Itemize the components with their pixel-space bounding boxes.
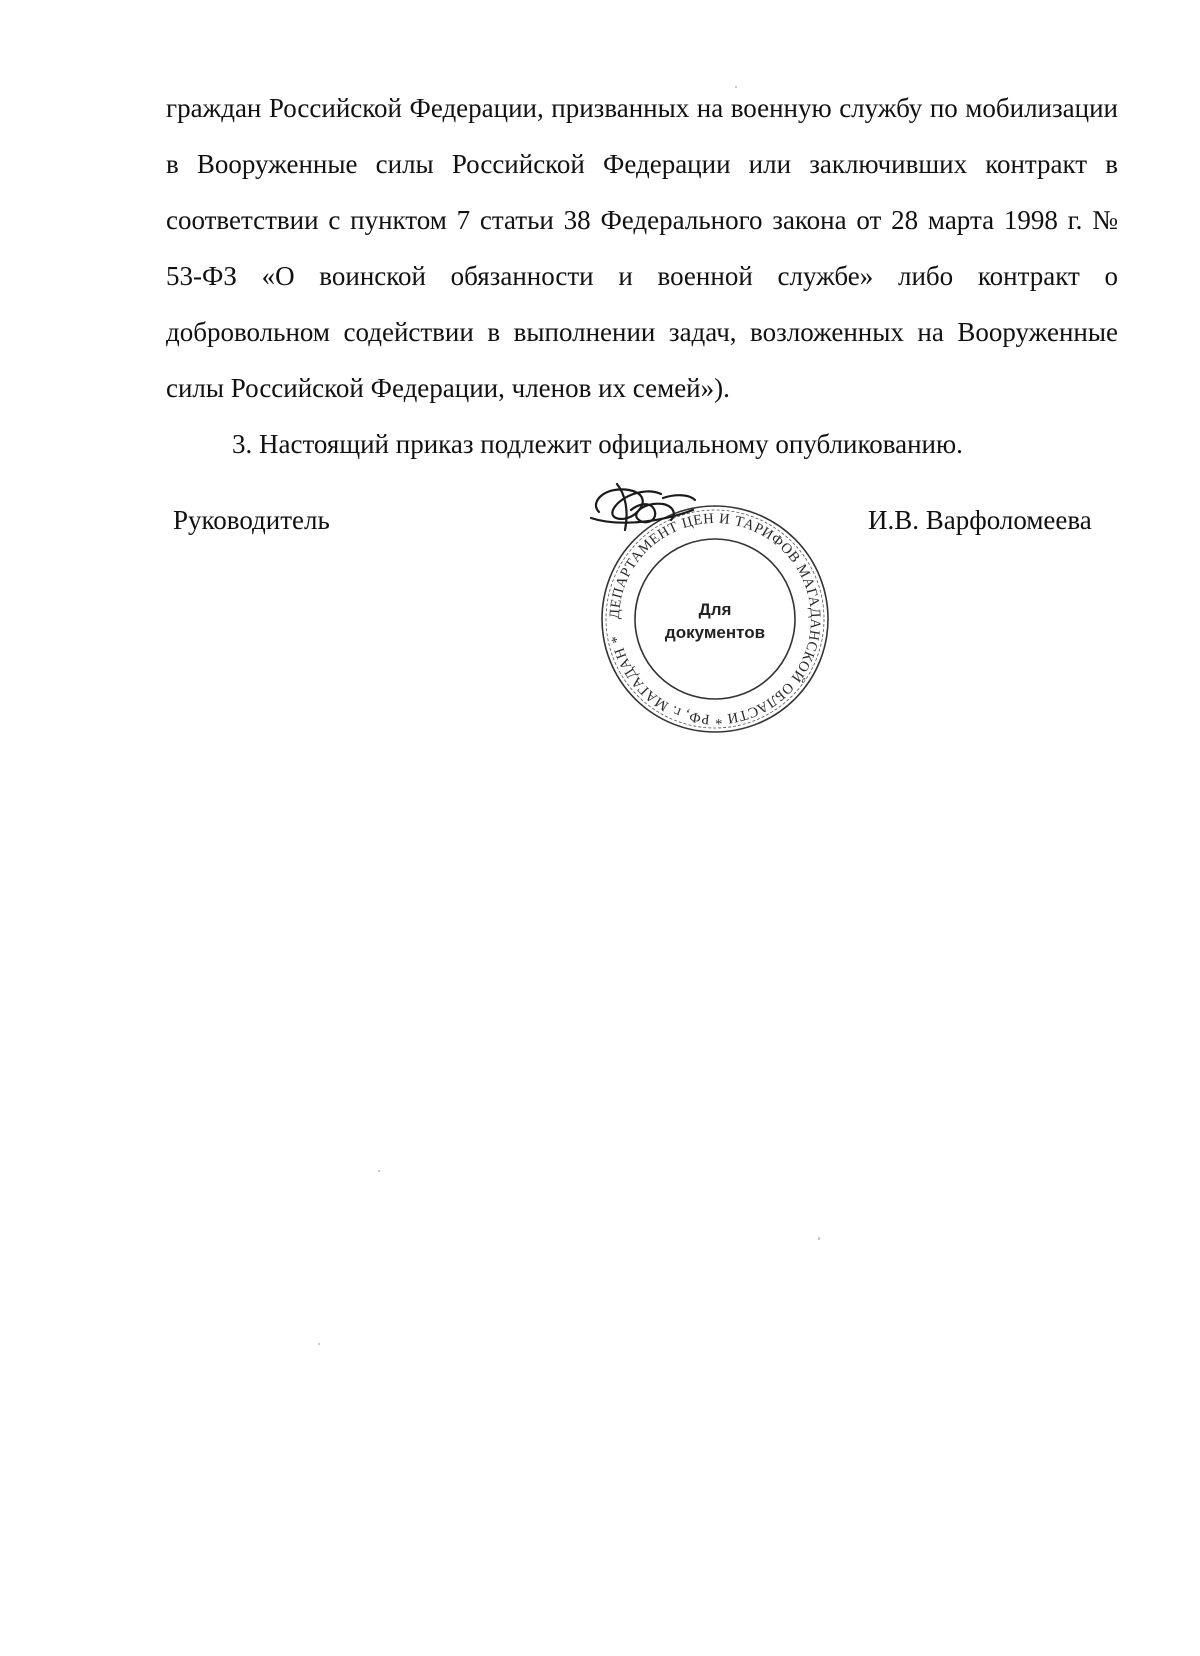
scan-speck (378, 1170, 380, 1172)
signatory-position: Руководитель (173, 505, 330, 535)
scan-speck (735, 86, 737, 88)
stamp-center-text (647, 598, 783, 644)
scan-speck (818, 1237, 820, 1240)
stamp-center-line2: документов (664, 623, 766, 642)
scan-speck (318, 1343, 320, 1345)
stamp-ring-textpath: ДЕПАРТАМЕНТ ЦЕН И ТАРИФОВ МАГАДАНСКОЙ ОБЛАСТИ * РФ, г. МАГАДАН * (606, 510, 824, 728)
paragraph-continuation: граждан Российской Федерации, призванных на военную службу по мобилизации в Вооруженные силы Российской Федерации или заключивших контракт в соответствии с пунктом 7 статьи 38 Федерального закона от 28 марта 1998 г. № 53-ФЗ «О воинской обязанности и военной службе» либо контракт о добровольном содействии в выполнении задач, возложенных на Вооруженные силы Российской Федерации, членов их семей»). (166, 93, 1118, 403)
document-body (166, 80, 1118, 472)
signatory-name: И.В. Варфоломеева (868, 505, 1092, 535)
stamp-center-line1: Для (698, 600, 732, 619)
paragraph-3: 3. Настоящий приказ подлежит официальному опубликованию. (232, 429, 963, 459)
official-stamp (585, 480, 845, 745)
